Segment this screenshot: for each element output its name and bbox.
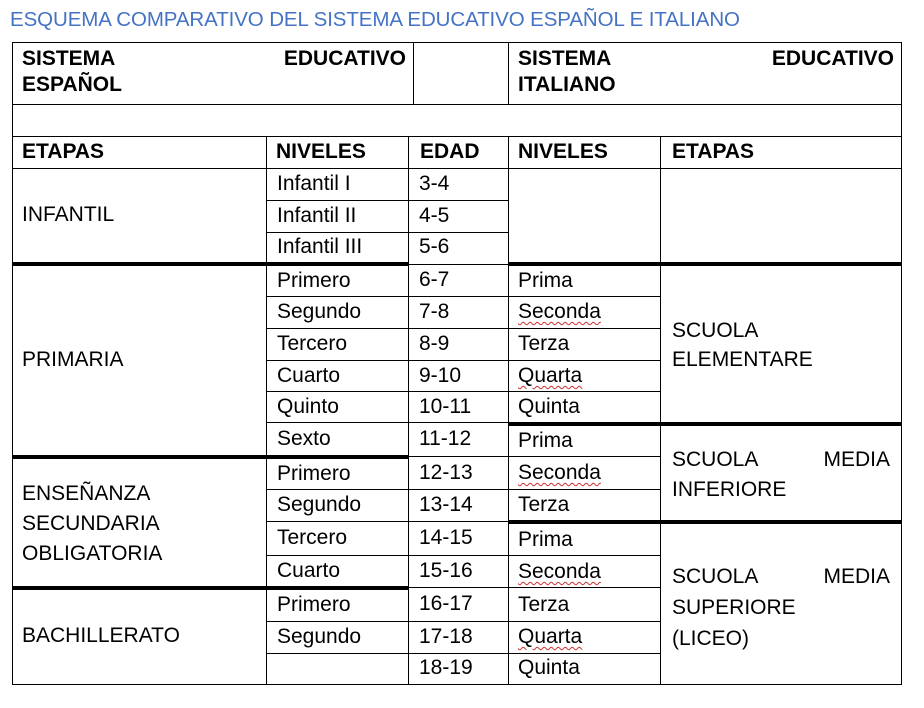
stage-primaria: PRIMARIA — [22, 348, 124, 371]
level-es: Quinto — [277, 395, 339, 418]
col-header-etapas-es: ETAPAS — [22, 140, 105, 163]
italian-infantil-bottom-border — [508, 262, 902, 266]
row-divider — [266, 232, 508, 233]
col-divider — [266, 136, 267, 685]
age: 10-11 — [419, 395, 472, 418]
row-divider — [266, 489, 660, 490]
age: 17-18 — [419, 625, 473, 648]
stage-scuola-elementare: SCUOLA ELEMENTARE — [672, 319, 813, 371]
col-divider — [660, 136, 661, 685]
table-top-border — [12, 42, 902, 43]
level-es: Sexto — [277, 427, 331, 450]
table-right-border — [901, 42, 902, 685]
row-divider — [266, 555, 660, 556]
age: 16-17 — [419, 592, 473, 615]
age: 18-19 — [419, 656, 473, 679]
level-es: Primero — [277, 593, 351, 616]
level-it: Prima — [518, 269, 573, 292]
age: 7-8 — [419, 300, 450, 323]
age: 9-10 — [419, 364, 462, 387]
page-title: ESQUEMA COMPARATIVO DEL SISTEMA EDUCATIVO ESPAÑOL E ITALIANO — [10, 8, 740, 31]
inferiore-bottom-border — [508, 520, 902, 524]
age: 11-12 — [419, 427, 472, 450]
header-bottom-border — [12, 104, 902, 105]
row-divider — [266, 360, 660, 361]
level-es: Primero — [277, 462, 351, 485]
col-header-niveles-es: NIVELES — [276, 140, 366, 163]
level-it: Terza — [518, 493, 570, 516]
infantil-bottom-border — [12, 262, 408, 266]
col-header-edad: EDAD — [420, 140, 480, 163]
col-divider — [508, 42, 509, 105]
stage-scuola-media-inferiore: SCUOLA MEDIA INFERIORE — [672, 448, 890, 501]
level-es: Cuarto — [277, 559, 341, 582]
primaria-bottom-border — [12, 455, 408, 459]
age: 4-5 — [419, 204, 450, 227]
age: 14-15 — [419, 526, 473, 549]
row-divider — [266, 621, 660, 622]
row-divider — [266, 200, 508, 201]
level-es: Segundo — [277, 300, 362, 323]
elementare-bottom-border — [508, 422, 902, 426]
row-divider — [266, 653, 660, 654]
row-divider — [266, 521, 508, 522]
col-header-niveles-it: NIVELES — [518, 140, 608, 163]
level-it: Quarta — [518, 364, 583, 387]
eso-bottom-border — [12, 586, 408, 590]
level-it: Quinta — [518, 656, 580, 679]
row-divider — [408, 264, 508, 265]
stage-bachillerato: BACHILLERATO — [22, 624, 180, 647]
level-it: Terza — [518, 332, 570, 355]
level-es: Tercero — [277, 332, 348, 355]
col-divider — [413, 42, 414, 105]
level-es: Segundo — [277, 625, 362, 648]
level-es: Infantil III — [277, 235, 363, 258]
table-bottom-border — [12, 684, 902, 685]
row-divider — [266, 328, 660, 329]
col-divider — [508, 136, 509, 685]
level-it: Seconda — [518, 560, 601, 583]
italian-system-header: SISTEMA EDUCATIVO ITALIANO — [518, 47, 894, 96]
spanish-system-header: SISTEMA EDUCATIVO ESPAÑOL — [22, 47, 406, 96]
stage-scuola-media-superiore: SCUOLA MEDIA SUPERIORE (LICEO) — [672, 565, 890, 650]
table-left-border — [12, 42, 13, 685]
age: 8-9 — [419, 332, 450, 355]
level-es: Infantil I — [277, 172, 351, 195]
row-divider — [266, 296, 660, 297]
row-divider — [408, 456, 660, 457]
level-it: Prima — [518, 528, 573, 551]
level-it: Quarta — [518, 625, 583, 648]
level-es: Infantil II — [277, 204, 357, 227]
spacer-bottom-border — [12, 136, 902, 137]
level-it: Prima — [518, 429, 573, 452]
level-es: Primero — [277, 269, 351, 292]
age: 15-16 — [419, 559, 473, 582]
level-it: Seconda — [518, 300, 601, 323]
level-es: Cuarto — [277, 364, 341, 387]
age: 6-7 — [419, 268, 450, 291]
level-es: Segundo — [277, 493, 362, 516]
row-divider — [408, 587, 660, 588]
column-header-bottom-border — [12, 168, 902, 169]
age: 3-4 — [419, 172, 450, 195]
level-it: Quinta — [518, 395, 580, 418]
stage-infantil: INFANTIL — [22, 203, 115, 226]
age: 12-13 — [419, 461, 473, 484]
stage-eso: ENSEÑANZA SECUNDARIA OBLIGATORIA — [22, 482, 163, 565]
age: 13-14 — [419, 493, 473, 516]
col-header-etapas-it: ETAPAS — [672, 140, 755, 163]
row-divider — [266, 391, 660, 392]
level-it: Terza — [518, 593, 570, 616]
level-it: Seconda — [518, 461, 601, 484]
col-divider — [408, 136, 409, 685]
level-es: Tercero — [277, 526, 348, 549]
age: 5-6 — [419, 235, 450, 258]
